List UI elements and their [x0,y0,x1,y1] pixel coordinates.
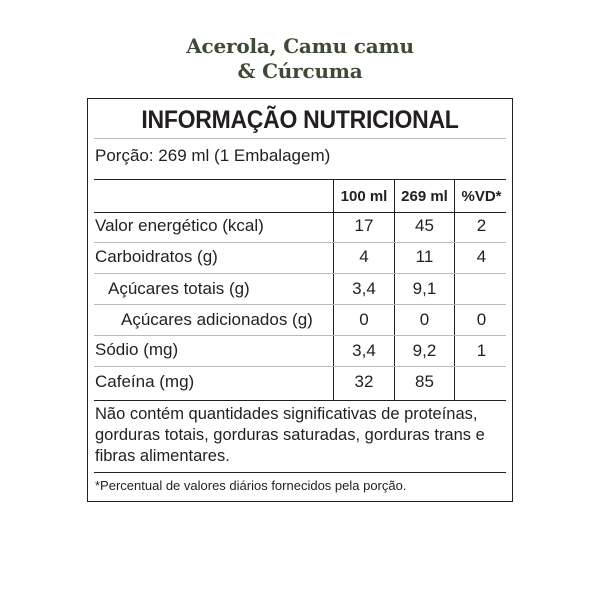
panel-title: INFORMAÇÃO NUTRICIONAL [141,106,459,134]
cell-sodium-vd: 1 [476,341,487,360]
percent-note: *Percentual de valores diários fornecidos pela porção. [95,478,407,493]
cell-sodium-100ml: 3,4 [352,341,376,360]
table-bottom-divider [94,400,506,401]
column-header-vd: %VD* [461,188,502,205]
cell-caffeine-100ml: 32 [354,372,374,391]
cell-energy-vd: 2 [476,216,487,235]
row-label-sodium: Sódio (mg) [95,340,179,359]
product-title-line1: Acerola, Camu camu [186,34,414,58]
cell-energy-269ml: 45 [415,216,434,235]
row-label-added-sugars: Açúcares adicionados (g) [121,310,313,329]
portion-text: Porção: 269 ml (1 Embalagem) [95,146,331,165]
column-header-100ml: 100 ml [340,188,388,205]
cell-energy-100ml: 17 [354,216,374,235]
header-divider [94,212,506,213]
row-divider [94,242,506,243]
portion-divider [94,179,506,180]
row-divider [94,335,506,336]
cell-added-sugars-269ml: 0 [419,310,430,329]
cell-added-sugars-100ml: 0 [359,310,369,329]
product-title-line2: & Cúrcuma [237,59,363,83]
nutrition-facts-panel [87,98,513,502]
row-divider [94,304,506,305]
title-divider [94,138,506,139]
cell-total-sugars-269ml: 9,1 [412,279,437,298]
row-label-total-sugars: Açúcares totais (g) [108,279,250,298]
column-header-269ml: 269 ml [401,188,448,205]
cell-sodium-269ml: 9,2 [412,341,437,360]
row-label-carbs: Carboidratos (g) [95,247,218,266]
cell-carbs-269ml: 11 [415,247,434,266]
cell-total-sugars-100ml: 3,4 [352,279,376,298]
footnote-divider [94,472,506,473]
row-divider [94,273,506,274]
footnote-text: Não contém quantidades significativas de proteínas, gorduras totais, gorduras saturadas, gorduras trans e fibras alimentares. [95,405,485,465]
row-label-energy: Valor energético (kcal) [95,216,264,235]
cell-carbs-100ml: 4 [359,247,369,266]
row-label-caffeine: Cafeína (mg) [95,372,195,391]
cell-added-sugars-vd: 0 [476,310,487,329]
row-divider [94,366,506,367]
cell-caffeine-269ml: 85 [415,372,434,391]
product-title [0,34,600,84]
cell-carbs-vd: 4 [476,247,487,266]
